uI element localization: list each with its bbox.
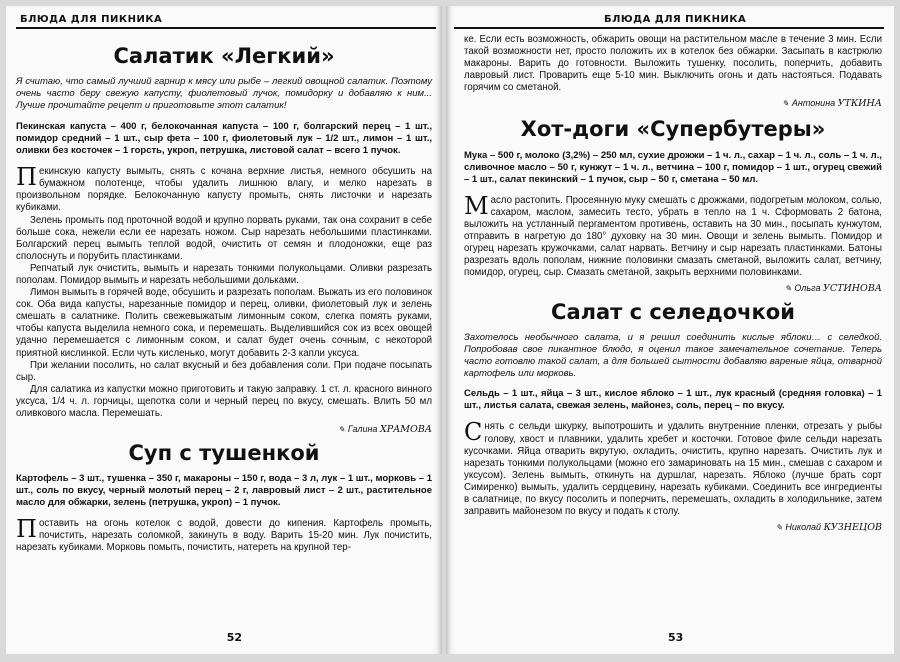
running-header: БЛЮДА ДЛЯ ПИКНИКА [604,14,747,25]
recipe-paragraph: Репчатый лук очистить, вымыть и нарезать тонкими полукольцами. Оливки разрезать пополам. Помидор вымыть и нарезать небольшими дольками. [16,262,432,286]
signature-mark-icon: ✎ [782,99,789,109]
signature-mark-icon: ✎ [338,425,345,435]
recipe-ingredients: Картофель – 3 шт., тушенка – 350 г, макароны – 150 г, вода – 3 л, лук – 1 шт., морковь – 1 шт., соль по вкусу, черный молотый перец – 2 г, лавровый лист – 2 шт., растительное масло для обжарки, зелень (петрушка, укроп) – 1 пучок. [16,473,432,509]
recipe-paragraph: Для салатика из капустки можно приготовить и такую заправку. 1 ст. л. красного винного уксуса, 1/4 ч. л. горчицы, щепотка соли и черный перец по вкусу, смешать. Влить 50 мл оливкового масла. Перемешать. [16,383,432,420]
recipe-ingredients: Пекинская капуста – 400 г, белокочанная капуста – 100 г, болгарский перец – 1 шт., помидор средний – 1 шт., сыр фета – 100 г, фиолетовый лук – 1/2 шт., лимон – 1 шт., оливки без косточек – 1 горсть, укроп, петрушка, листовой салат – всего 1 пучок. [16,121,432,157]
recipe-paragraph: Масло растопить. Просеянную муку смешать с дрожжами, подогретым молоком, солью, сахаром, маслом, замесить тесто, убрать в тепло на 1 ч. Сформовать 2 батона, выложить на устланный пергаментом противень, оставить на 30 мин., посыпать кунжутом, отправить в нагретую до 180° духовку на 30 мин. Овощи и зелень вымыть. Помидор и огурец нарезать кружочками, салат нарвать. Ветчину и сыр нарезать пластинками. Батоны разрезать вдоль пополам, нижние половинки смазать сметаной, выложить салат, ветчину, помидор, огурец, сыр. Смазать сметаной, закрыть верхними половинками. [464,191,882,279]
recipe-paragraph: Снять с сельди шкурку, выпотрошить и удалить внутренние пленки, отрезать у рыбы голову, хвост и плавники, удалить хребет и косточки. Готовое филе сельди нарезать кусочками. Яйца отварить вкрутую, охладить, очистить, крупно нарезать. Очистить лук и нарезать тонкими полукольцами (можно его замариновать на 15 мин., смешав с сахаром и уксусом). Зелень вымыть, откинуть на дуршлаг, нарезать. Яблоко (лучше брать сорт Симиренко) вымыть, удалить сердцевину, нарезать кубиками. Соединить все ингредиенты в салатнице, по вкусу посолить и поперчить, перемешать, охладить в холодильнике, затем заправить майонезом по вкусу и подать к столу. [464,418,882,518]
right-content [464,28,882,628]
drop-cap: М [464,191,489,220]
recipe-ingredients: Мука – 500 г, молоко (3,2%) – 250 мл, сухие дрожжи – 1 ч. л., сахар – 1 ч. л., соль – 1 ч. л., сливочное масло – 50 г, кунжут – 1 ч. л., ветчина – 100 г, помидор – 1 шт., огурец свежий – 1 шт., салат пекинский – 1 пучок, сыр – 50 г, сметана – 50 мл. [464,149,882,185]
recipe-title: Хот-доги «Супербутеры» [520,117,826,142]
author-signature: ✎ Антонина УТКИНА [782,98,882,110]
recipe-title: Суп с тушенкой [128,441,320,466]
page-number: 52 [226,631,242,644]
drop-cap: П [16,163,37,192]
recipe-paragraph: Лимон вымыть в горячей воде, обсушить и разрезать пополам. Выжать из его половинок сок. Оба вида капусты, нарезанные помидор и перец, оливки, фиолетовый лук и зелень смешать в салатнике. Полить свежевыжатым лимонным соком, слегка помять руками, чтобы капуста выделила немного сока, и перемешать. Выделившийся сок из всех овощей удачно перемешается с лимонным соком, и салат будет очень сочным, с некоторой приятной кислинкой. Если чуть кисленько, могут добавить 2-3 капли уксуса. [16,287,432,359]
page-number: 53 [668,631,684,644]
recipe-body [464,191,882,280]
author-signature: ✎ Ольга УСТИНОВА [784,283,882,295]
recipe-intro: Я считаю, что самый лучший гарнир к мясу или рыбе – легкий овощной салатик. Поэтому очень часто беру свежую капусту, фиолетовый лучок, помидорку и добавляю к ним... Лучше прочитайте рецепт и приготовьте этот салатик! [16,76,432,112]
recipe-body [464,418,882,518]
signature-mark-icon: ✎ [775,523,783,533]
recipe-intro: Захотелось необычного салата, и я решил соединить кислые яблоки… с селедкой. Попробовав свое пикантное блюдо, я оценил такое замечательное сочетание. Теперь часто готовлю такой салат, а для большей сытности добавляю вареные яйца, отварной картофель или морковь. [464,332,882,380]
recipe-paragraph: ке. Если есть возможность, обжарить овощи на растительном масле в течение 3 мин. Если такой возможности нет, просто положить их в котелок без обжарки. Засыпать в кастрюлю макароны. Варить до готовности. Выложить тушенку, посолить, поперчить, добавить лавровый лист. Проварить еще 5-10 мин. Выключить огонь и дать настояться. Подавать горячим со сметаной. [464,34,882,94]
right-page [446,6,894,654]
recipe-body [16,515,432,554]
left-page [6,6,442,654]
drop-cap: С [464,418,483,447]
recipe-body [464,34,882,94]
signature-mark-icon: ✎ [784,284,792,294]
drop-cap: П [16,515,37,544]
author-signature: ✎ Николай КУЗНЕЦОВ [775,522,882,534]
header-rule [16,27,436,29]
author-signature: ✎ Галина ХРАМОВА [338,424,432,436]
recipe-paragraph: Зелень промыть под проточной водой и крупно порвать руками, так она сохранит в себе больше сока, нежели если ее нарезать ножом. Сыр нарезать небольшими пластинками. Болгарский перец вымыть теплой водой, очистить от семян и плодоножки, еще раз сполоснуть и порубить пластинками. [16,214,432,262]
recipe-body [16,163,432,420]
running-header: БЛЮДА ДЛЯ ПИКНИКА [20,14,163,25]
recipe-paragraph: Поставить на огонь котелок с водой, довести до кипения. Картофель промыть, почистить, нарезать соломкой, закинуть в воду. Варить 15-20 мин. Лук почистить, нарезать кубиками. Морковь помыть, почистить, натереть на крупной тер- [16,515,432,554]
recipe-paragraph: При желании посолить, но салат вкусный и без добавления соли. При подаче посыпать сыр. [16,359,432,383]
left-content [16,34,432,628]
recipe-paragraph: Пекинскую капусту вымыть, снять с кочана верхние листья, немного обсушить на бумажном полотенце, чтобы удалить лишнюю влагу, и мелко нарезать в произвольном порядке. Белокочанную капусту промыть, снять листочки и нарезать кубиками. [16,163,432,214]
recipe-ingredients: Сельдь – 1 шт., яйца – 3 шт., кислое яблоко – 1 шт., лук красный (средняя головка) – 1 шт., листья салата, свежая зелень, майонез, соль, перец – по вкусу. [464,388,882,412]
recipe-title: Салатик «Легкий» [113,44,335,68]
recipe-title: Салат с селедочкой [551,300,795,325]
